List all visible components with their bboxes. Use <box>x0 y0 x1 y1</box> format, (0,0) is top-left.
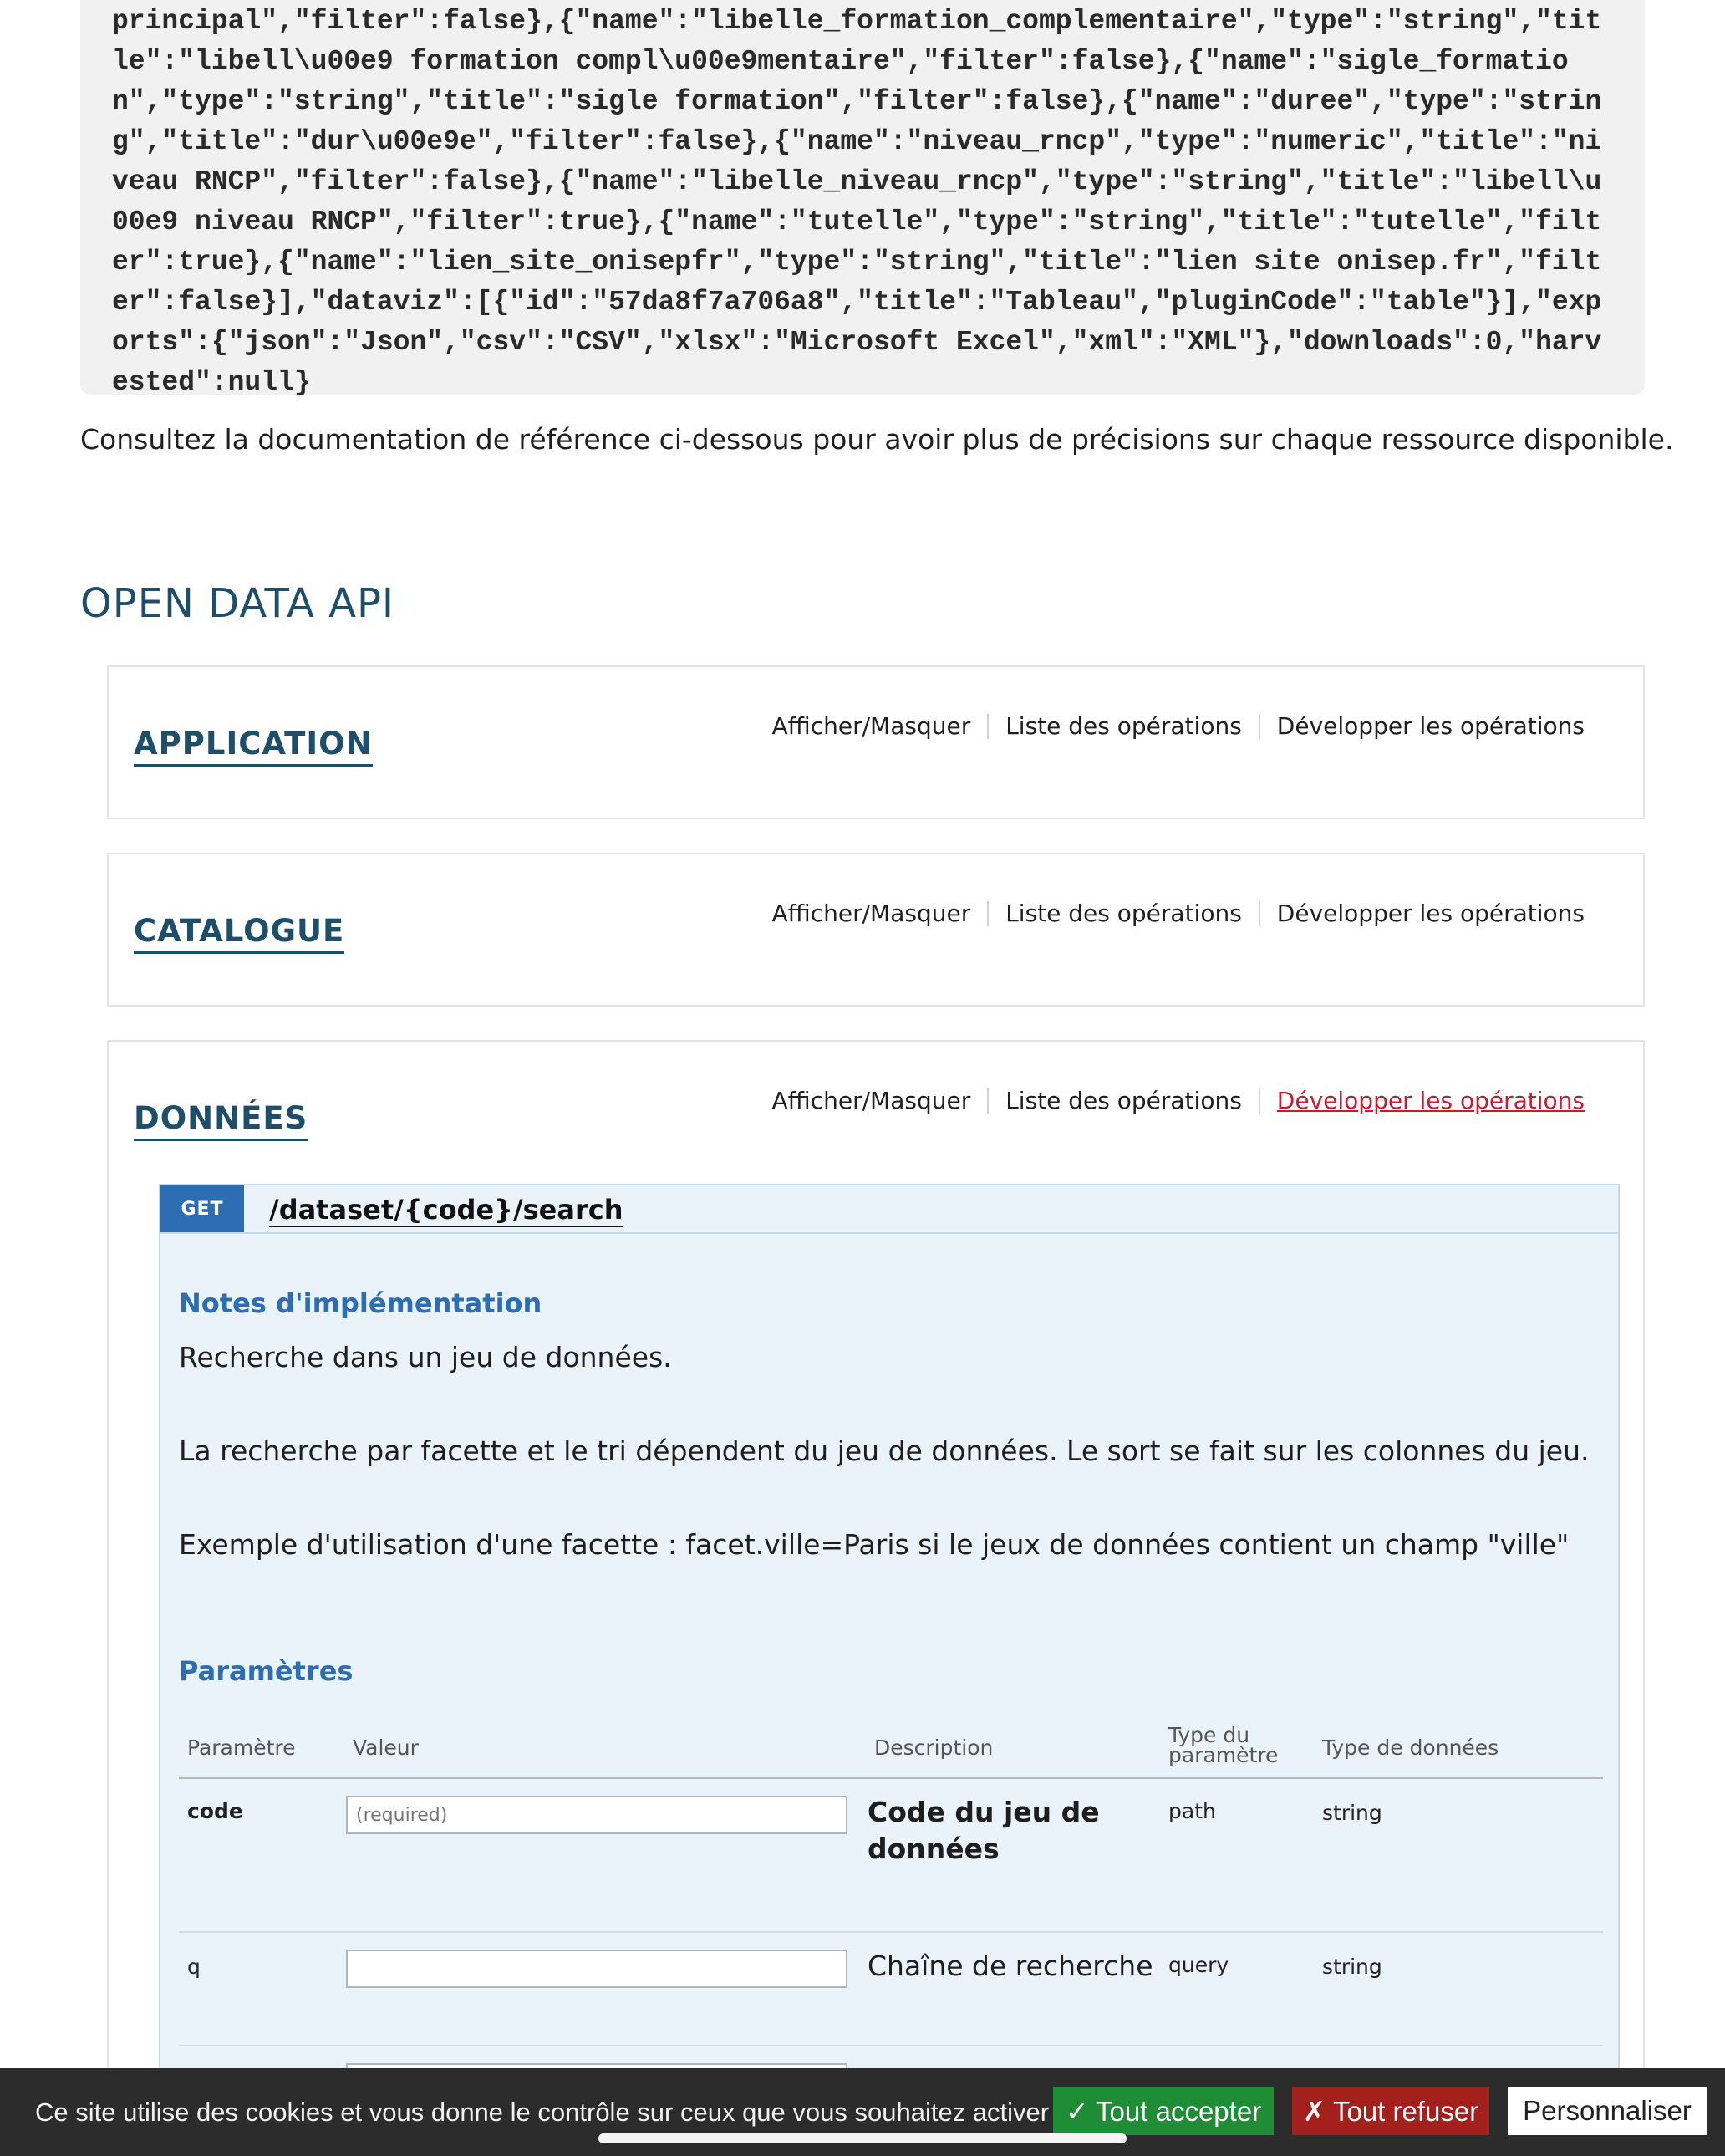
list-operations-link[interactable]: Liste des opérations <box>987 714 1259 739</box>
section-links <box>756 1088 1602 1114</box>
section-catalogue <box>107 853 1645 1007</box>
section-title-donnees[interactable]: DONNÉES <box>134 1100 308 1141</box>
cookie-message: Ce site utilise des cookies et vous donne le contrôle sur ceux que vous souhaitez activer <box>35 2097 1050 2127</box>
header-param: Paramètre <box>187 1736 296 1760</box>
accept-all-button[interactable]: ✓ Tout accepter <box>1053 2087 1274 2135</box>
param-type: path <box>1168 1799 1216 1823</box>
param-description: Code du jeu de données <box>868 1796 1100 1865</box>
param-data-type: string <box>1322 1801 1382 1825</box>
operation-header[interactable] <box>160 1185 1618 1234</box>
json-code-block <box>80 0 1645 398</box>
q-input[interactable] <box>346 1950 847 1988</box>
operation-path[interactable]: /dataset/{code}/search <box>269 1194 623 1226</box>
customize-button[interactable]: Personnaliser <box>1508 2087 1707 2135</box>
notes-line: Recherche dans un jeu de données. <box>179 1341 672 1374</box>
param-name: code <box>187 1799 243 1823</box>
api-title: OPEN DATA API <box>80 580 395 627</box>
list-operations-link[interactable]: Liste des opérations <box>987 1088 1259 1114</box>
list-operations-link[interactable]: Liste des opérations <box>987 901 1259 926</box>
operation-panel <box>159 1184 1620 2156</box>
header-description: Description <box>874 1736 994 1760</box>
section-title-catalogue[interactable]: CATALOGUE <box>134 913 344 954</box>
expand-operations-link[interactable]: Développer les opérations <box>1259 714 1601 739</box>
section-application <box>107 665 1645 819</box>
param-name: q <box>187 1955 201 1979</box>
toggle-link[interactable]: Afficher/Masquer <box>771 1087 971 1114</box>
toggle-link[interactable]: Afficher/Masquer <box>771 900 971 927</box>
row-divider <box>179 1931 1603 1933</box>
toggle-link[interactable]: Afficher/Masquer <box>771 712 971 740</box>
row-divider <box>179 2045 1603 2046</box>
refuse-all-button[interactable]: ✗ Tout refuser <box>1292 2087 1489 2135</box>
header-param-type <box>1168 1725 1278 1766</box>
expand-operations-link[interactable]: Développer les opérations <box>1259 901 1601 926</box>
header-param-type-line: paramètre <box>1168 1743 1279 1767</box>
method-badge: GET <box>160 1185 244 1232</box>
section-title-application[interactable]: APPLICATION <box>134 726 373 767</box>
section-links <box>756 714 1602 739</box>
parameters-title: Paramètres <box>179 1655 354 1687</box>
expand-operations-link[interactable]: Développer les opérations <box>1259 1088 1601 1114</box>
notes-line: La recherche par facette et le tri dépendent du jeu de données. Le sort se fait sur les colonnes du jeu. <box>179 1435 1590 1467</box>
json-code-text: principal","filter":false},{"name":"libelle_formation_complementaire","type":"string","title":"libell\u00e9 formation compl\u00e9mentaire","filter":false},{"name":"sigle_formation","type":"string","title":"sigle formation","filter":false},{"name":"duree","type":"string","title":"dur\u00e9e","filter":false},{"name":"niveau_rncp","type":"numeric","title":"niveau RNCP","filter":false},{"name":"libelle_niveau_rncp","type":"string","title":"libell\u00e9 niveau RNCP","filter":true},{"name":"tutelle","type":"string","title":"tutelle","filter":true},{"name":"lien_site_onisepfr","type":"string","title":"lien site onisep.fr","filter":false}],"dataviz":[{"id":"57da8f7a706a8","title":"Tableau","pluginCode":"table"}],"exports":{"json":"Json","csv":"CSV","xlsx":"Microsoft Excel","xml":"XML"},"downloads":0,"harvested":null} <box>112 6 1602 398</box>
header-data-type: Type de données <box>1322 1736 1499 1760</box>
param-data-type: string <box>1322 1955 1382 1979</box>
header-value: Valeur <box>353 1736 419 1760</box>
intro-text: Consultez la documentation de référence ci-dessous pour avoir plus de précisions sur chaque ressource disponible. <box>80 423 1674 456</box>
code-input[interactable] <box>346 1796 847 1834</box>
notes-title: Notes d'implémentation <box>179 1287 542 1319</box>
param-description: Chaîne de recherche <box>868 1950 1153 1982</box>
param-type: query <box>1168 1953 1229 1977</box>
header-param-type-line: Type du <box>1168 1723 1250 1747</box>
horizontal-scrollbar[interactable] <box>598 2133 1127 2143</box>
section-links <box>756 901 1602 926</box>
header-divider <box>179 1777 1603 1779</box>
notes-line: Exemple d'utilisation d'une facette : facet.ville=Paris si le jeux de données contient un champ "ville" <box>179 1528 1570 1561</box>
